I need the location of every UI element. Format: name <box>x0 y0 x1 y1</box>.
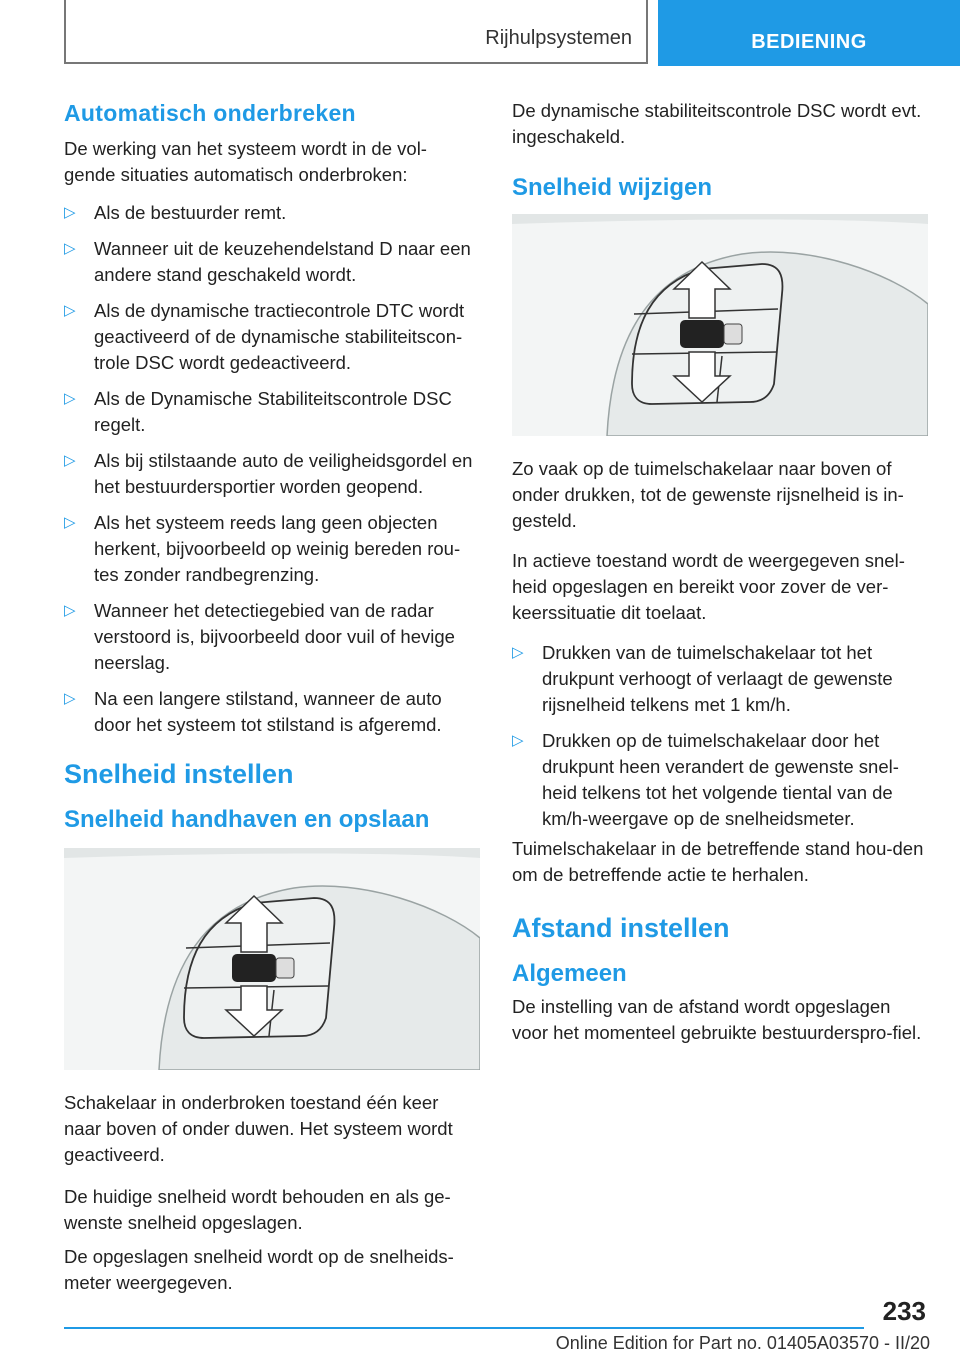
heading-snelheid-instellen: Snelheid instellen <box>64 759 294 789</box>
triangle-bullet-icon: ▷ <box>64 302 76 319</box>
list-item: ▷ Als de Dynamische Stabiliteitscontrole DSC regelt. <box>64 388 452 435</box>
heading-automatisch-onderbreken: Automatisch onderbreken <box>64 100 356 126</box>
rocker-switch-image <box>512 214 928 436</box>
steering-wheel-switch-image <box>64 848 480 1070</box>
paragraph-activate: Schakelaar in onderbroken toestand één keer naar boven of onder duwen. Het systeem wordt geactiveerd. <box>64 1092 453 1165</box>
header-chapter-tab <box>658 0 960 66</box>
list-item: ▷ Als het systeem reeds lang geen objecten herkent, bijvoorbeeld op weinig bereden rou-tes zonder randbegrenzing. <box>64 512 461 585</box>
triangle-bullet-icon: ▷ <box>512 644 524 661</box>
paragraph-current-speed: De huidige snelheid wordt behouden en als ge-wenste snelheid opgeslagen. <box>64 1186 451 1233</box>
list-item: ▷ Wanneer het detectiegebied van de radar verstoord is, bijvoorbeeld door vuil of hevige neerslag. <box>64 600 455 673</box>
interrupt-list <box>64 200 480 738</box>
right-column <box>512 98 928 1060</box>
rocker-switch-illustration <box>512 214 928 436</box>
paragraph-press-rocker: Zo vaak op de tuimelschakelaar naar boven of onder drukken, tot de gewenste rijsnelheid is in-gesteld. <box>512 458 904 531</box>
list-item: ▷ Wanneer uit de keuzehendelstand D naar een andere stand geschakeld wordt. <box>64 238 471 285</box>
triangle-bullet-icon: ▷ <box>64 240 76 257</box>
steering-wheel-switch-illustration <box>64 848 480 1070</box>
heading-snelheid-wijzigen: Snelheid wijzigen <box>512 174 713 201</box>
left-column <box>64 98 480 1310</box>
header-chapter-title: BEDIENING <box>751 31 867 53</box>
paragraph-auto-intro: De werking van het systeem wordt in de vol- gende situaties automatisch onderbroken: <box>64 138 427 185</box>
list-item: ▷ Als bij stilstaande auto de veiligheidsgordel en het bestuurdersportier worden geopend. <box>64 450 473 497</box>
triangle-bullet-icon: ▷ <box>64 602 76 619</box>
paragraph-dsc: De dynamische stabiliteitscontrole DSC wordt evt. ingeschakeld. <box>512 100 922 147</box>
footer-rule <box>64 1327 864 1329</box>
heading-snelheid-handhaven: Snelheid handhaven en opslaan <box>64 806 430 833</box>
triangle-bullet-icon: ▷ <box>64 390 76 407</box>
list-item: ▷ Drukken op de tuimelschakelaar door het drukpunt heen verandert de gewenste snel-heid telkens tot het volgende tiental van de km/h-weergave op de snelheidsmeter. <box>512 730 899 829</box>
triangle-bullet-icon: ▷ <box>64 204 76 221</box>
list-item: ▷ Drukken van de tuimelschakelaar tot het drukpunt verhoogt of verlaagt de gewenste rijsnelheid telkens met 1 km/h. <box>512 642 893 715</box>
list-item: ▷ Als de dynamische tractiecontrole DTC wordt geactiveerd of de dynamische stabiliteitscon-trole DSC wordt gedeactiveerd. <box>64 300 465 373</box>
list-item: ▷ Na een langere stilstand, wanneer de auto door het systeem tot stilstand is afgeremd. <box>64 688 442 735</box>
paragraph-speedometer: De opgeslagen snelheid wordt op de snelheids-meter weergegeven. <box>64 1246 454 1293</box>
page-number: 233 <box>882 1296 926 1326</box>
paragraph-hold-rocker: Tuimelschakelaar in de betreffende stand hou-den om de betreffende actie te herhalen. <box>512 838 924 885</box>
page-header <box>0 0 960 66</box>
triangle-bullet-icon: ▷ <box>64 452 76 469</box>
header-section-title: Rijhulpsystemen <box>485 27 632 49</box>
triangle-bullet-icon: ▷ <box>64 690 76 707</box>
paragraph-distance-profile: De instelling van de afstand wordt opgeslagen voor het momenteel gebruikte bestuurderspro-fiel. <box>512 996 922 1043</box>
rocker-list <box>512 640 928 832</box>
edition-text: Online Edition for Part no. 01405A03570 - II/20 <box>555 1333 930 1353</box>
header-section-box <box>64 0 648 64</box>
list-item: ▷ Als de bestuurder remt. <box>64 200 480 226</box>
heading-afstand-instellen: Afstand instellen <box>512 913 730 943</box>
heading-algemeen: Algemeen <box>512 960 627 987</box>
triangle-bullet-icon: ▷ <box>512 732 524 749</box>
triangle-bullet-icon: ▷ <box>64 514 76 531</box>
paragraph-active-state: In actieve toestand wordt de weergegeven snel-heid opgeslagen en bereikt voor zover de ver-keerssituatie dit toelaat. <box>512 550 905 623</box>
